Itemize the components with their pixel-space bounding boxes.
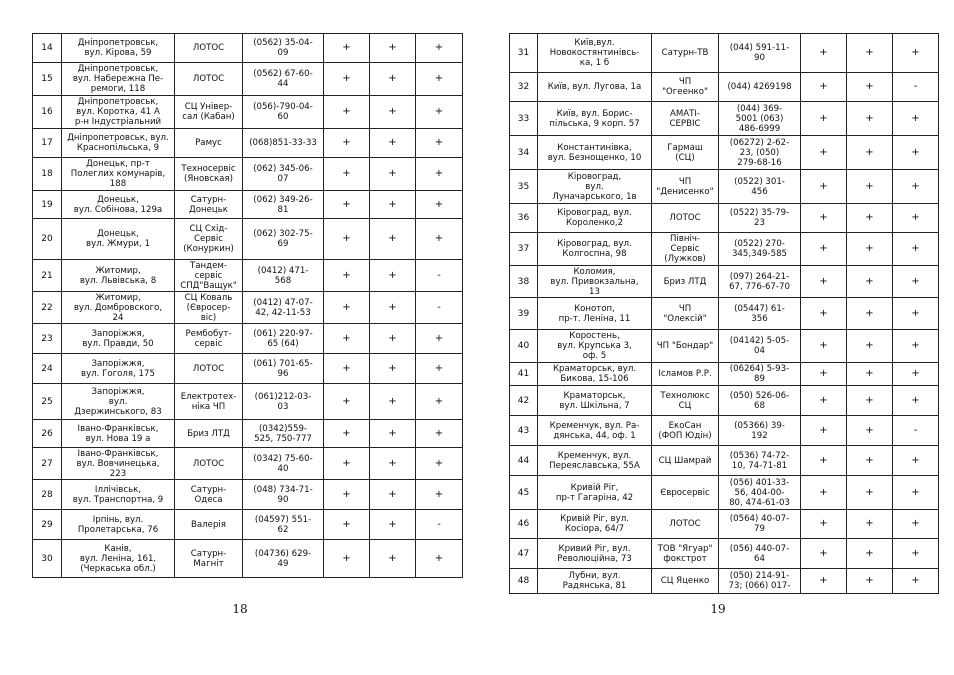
row-number: 15 [33, 63, 62, 96]
company-cell: Рамус [175, 129, 243, 158]
row-number: 19 [33, 191, 62, 219]
address-cell: Дніпропетровськ, вул. Кірова, 59 [62, 34, 175, 63]
row-number: 44 [510, 446, 538, 476]
phone-cell: (05366) 39- 192 [719, 416, 801, 446]
check-3-cell: - [416, 510, 463, 540]
check-3-cell: + [893, 476, 939, 510]
address-cell: Житомир, вул. Львівська, 8 [62, 260, 175, 292]
table-row [510, 416, 939, 446]
check-3-cell: + [416, 219, 463, 260]
address-cell: Донецьк, пр-т Полеглих комунарів, 188 [62, 158, 175, 191]
company-cell: ЛОТОС [652, 510, 719, 539]
check-2-cell: + [847, 73, 893, 102]
address-cell: Кіровоград, вул. Луначарського, 1в [538, 170, 652, 204]
phone-cell: (056)-790-04- 60 [243, 96, 324, 129]
table-row [33, 354, 463, 384]
check-2-cell: + [370, 384, 416, 420]
check-2-cell: + [847, 539, 893, 569]
table-row [510, 102, 939, 136]
table-row [510, 446, 939, 476]
table-row [510, 170, 939, 204]
check-3-cell: - [893, 416, 939, 446]
check-1-cell: + [324, 324, 370, 354]
check-3-cell: + [893, 363, 939, 386]
table-row [510, 569, 939, 594]
row-number: 38 [510, 266, 538, 298]
check-1-cell: + [801, 510, 847, 539]
company-cell: Сатурн- Одеса [175, 480, 243, 510]
phone-cell: (0522) 270- 345,349-585 [719, 233, 801, 266]
table-body-left [33, 34, 463, 578]
phone-cell: (0536) 74-72- 10, 74-71-81 [719, 446, 801, 476]
table-row [510, 73, 939, 102]
table-row [510, 233, 939, 266]
phone-cell: (061) 701-65- 96 [243, 354, 324, 384]
check-3-cell: + [893, 170, 939, 204]
check-2-cell: + [370, 292, 416, 324]
company-cell: Електротех- ніка ЧП [175, 384, 243, 420]
phone-cell: (062) 302-75- 69 [243, 219, 324, 260]
phone-cell: (044) 4269198 [719, 73, 801, 102]
table-row [510, 330, 939, 363]
address-cell: Київ, вул. Борис- пільська, 9 корп. 57 [538, 102, 652, 136]
company-cell: СЦ Шамрай [652, 446, 719, 476]
company-cell: Бриз ЛТД [652, 266, 719, 298]
check-2-cell: + [847, 386, 893, 416]
table-row [510, 363, 939, 386]
table-row [510, 539, 939, 569]
table-row [33, 540, 463, 578]
check-3-cell: + [893, 136, 939, 170]
check-3-cell: + [893, 34, 939, 73]
check-1-cell: + [324, 480, 370, 510]
check-2-cell: + [370, 158, 416, 191]
check-1-cell: + [324, 510, 370, 540]
check-1-cell: + [801, 136, 847, 170]
check-3-cell: + [416, 158, 463, 191]
phone-cell: (06264) 5-93- 89 [719, 363, 801, 386]
table-row [33, 158, 463, 191]
table-row [33, 384, 463, 420]
check-1-cell: + [801, 446, 847, 476]
address-cell: Кривий Ріг, вул. Революційна, 73 [538, 539, 652, 569]
row-number: 48 [510, 569, 538, 594]
phone-cell: (0562) 67-60- 44 [243, 63, 324, 96]
check-1-cell: + [324, 96, 370, 129]
page-number-left: 18 [232, 602, 248, 616]
phone-cell: (062) 349-26- 81 [243, 191, 324, 219]
check-1-cell: + [801, 386, 847, 416]
check-1-cell: + [801, 170, 847, 204]
address-cell: Кіровоград, вул. Колгоспна, 98 [538, 233, 652, 266]
row-number: 18 [33, 158, 62, 191]
row-number: 41 [510, 363, 538, 386]
phone-cell: (05447) 61- 356 [719, 298, 801, 330]
table-row [510, 476, 939, 510]
row-number: 21 [33, 260, 62, 292]
check-1-cell: + [324, 219, 370, 260]
company-cell: Техносервіс (Яновская) [175, 158, 243, 191]
check-2-cell: + [847, 204, 893, 233]
check-2-cell: + [847, 363, 893, 386]
table-row [33, 420, 463, 448]
company-cell: ЛОТОС [175, 63, 243, 96]
check-1-cell: + [801, 476, 847, 510]
company-cell: ЧП "Бондар" [652, 330, 719, 363]
row-number: 20 [33, 219, 62, 260]
table-row [33, 34, 463, 63]
row-number: 30 [33, 540, 62, 578]
check-3-cell: + [416, 420, 463, 448]
check-2-cell: + [847, 476, 893, 510]
row-number: 26 [33, 420, 62, 448]
address-cell: Київ,вул. Новокостянтинівсь- ка, 1 б [538, 34, 652, 73]
phone-cell: (050) 526-06- 68 [719, 386, 801, 416]
address-cell: Запоріжжя, вул. Правди, 50 [62, 324, 175, 354]
address-cell: Кіровоград, вул. Короленко,2 [538, 204, 652, 233]
check-3-cell: + [416, 354, 463, 384]
phone-cell: (061)212-03- 03 [243, 384, 324, 420]
check-1-cell: + [801, 569, 847, 594]
table-row [33, 480, 463, 510]
phone-cell: (0522) 301- 456 [719, 170, 801, 204]
check-2-cell: + [847, 330, 893, 363]
check-2-cell: + [370, 420, 416, 448]
check-2-cell: + [847, 298, 893, 330]
company-cell: СЦ Коваль (Євросер- віс) [175, 292, 243, 324]
check-3-cell: + [893, 569, 939, 594]
address-cell: Запоріжжя, вул. Дзержинського, 83 [62, 384, 175, 420]
check-2-cell: + [847, 569, 893, 594]
check-1-cell: + [324, 384, 370, 420]
check-3-cell: + [416, 384, 463, 420]
company-cell: Гармаш (СЦ) [652, 136, 719, 170]
address-cell: Дніпропетровськ, вул. Краснопільська, 9 [62, 129, 175, 158]
phone-cell: (056) 440-07- 64 [719, 539, 801, 569]
check-1-cell: + [801, 363, 847, 386]
company-cell: СЦ Схід- Сервіс (Конуркин) [175, 219, 243, 260]
check-1-cell: + [801, 266, 847, 298]
table-row [33, 260, 463, 292]
table-row [510, 510, 939, 539]
address-cell: Лубни, вул. Радянська, 81 [538, 569, 652, 594]
table-row [33, 292, 463, 324]
company-cell: Сатурн- Магніт [175, 540, 243, 578]
check-2-cell: + [370, 354, 416, 384]
check-3-cell: + [893, 539, 939, 569]
company-cell: Сатурн- Донецьк [175, 191, 243, 219]
check-2-cell: + [370, 219, 416, 260]
company-cell: АМАТІ- СЕРВІС [652, 102, 719, 136]
company-cell: ЧП "Огеенко" [652, 73, 719, 102]
check-3-cell: + [416, 63, 463, 96]
company-cell: Північ- Сервіс (Лужков) [652, 233, 719, 266]
address-cell: Конотоп, пр-т. Леніна, 11 [538, 298, 652, 330]
table-body-right [510, 34, 939, 594]
address-cell: Коростень, вул. Крупська 3, оф. 5 [538, 330, 652, 363]
check-1-cell: + [801, 102, 847, 136]
check-3-cell: + [416, 96, 463, 129]
check-3-cell: + [893, 510, 939, 539]
company-cell: СЦ Яценко [652, 569, 719, 594]
address-cell: Кременчук, вул. Переяславська, 55А [538, 446, 652, 476]
check-1-cell: + [324, 260, 370, 292]
check-3-cell: + [893, 446, 939, 476]
company-cell: СЦ Універ- сал (Кабан) [175, 96, 243, 129]
table-row [33, 219, 463, 260]
check-3-cell: + [416, 34, 463, 63]
table-row [33, 448, 463, 480]
address-cell: Івано-Франківськ, вул. Вовчинецька, 223 [62, 448, 175, 480]
check-3-cell: + [893, 204, 939, 233]
address-cell: Донецьк, вул. Собінова, 129а [62, 191, 175, 219]
check-1-cell: + [324, 540, 370, 578]
row-number: 37 [510, 233, 538, 266]
check-1-cell: + [324, 420, 370, 448]
check-1-cell: + [801, 233, 847, 266]
right-page [509, 33, 938, 594]
row-number: 45 [510, 476, 538, 510]
row-number: 22 [33, 292, 62, 324]
phone-cell: (056) 401-33- 56, 404-00- 80, 474-61-03 [719, 476, 801, 510]
address-cell: Житомир, вул. Домбровского, 24 [62, 292, 175, 324]
check-1-cell: + [801, 416, 847, 446]
company-cell: Сатурн-ТВ [652, 34, 719, 73]
check-2-cell: + [370, 260, 416, 292]
row-number: 39 [510, 298, 538, 330]
check-2-cell: + [370, 510, 416, 540]
phone-cell: (0562) 35-04- 09 [243, 34, 324, 63]
table-row [33, 324, 463, 354]
check-2-cell: + [370, 448, 416, 480]
company-cell: Валерія [175, 510, 243, 540]
phone-cell: (0342) 75-60- 40 [243, 448, 324, 480]
check-1-cell: + [324, 191, 370, 219]
row-number: 23 [33, 324, 62, 354]
check-2-cell: + [847, 170, 893, 204]
check-3-cell: + [893, 298, 939, 330]
check-2-cell: + [370, 191, 416, 219]
table-row [510, 136, 939, 170]
phone-cell: (0522) 35-79- 23 [719, 204, 801, 233]
check-2-cell: + [847, 416, 893, 446]
check-2-cell: + [370, 324, 416, 354]
address-cell: Краматорськ, вул. Шкільна, 7 [538, 386, 652, 416]
address-cell: Кривій Ріг, вул. Косіора, 64/7 [538, 510, 652, 539]
check-2-cell: + [370, 63, 416, 96]
check-1-cell: + [324, 292, 370, 324]
table-row [33, 129, 463, 158]
check-3-cell: + [893, 266, 939, 298]
row-number: 14 [33, 34, 62, 63]
page-number-right: 19 [710, 602, 726, 616]
row-number: 28 [33, 480, 62, 510]
address-cell: Донецьк, вул. Жмури, 1 [62, 219, 175, 260]
row-number: 40 [510, 330, 538, 363]
check-3-cell: + [893, 233, 939, 266]
address-cell: Коломия, вул. Привокзальна, 13 [538, 266, 652, 298]
check-2-cell: + [847, 136, 893, 170]
phone-cell: (044) 591-11- 90 [719, 34, 801, 73]
row-number: 29 [33, 510, 62, 540]
company-cell: ЛОТОС [652, 204, 719, 233]
phone-cell: (050) 214-91- 73; (066) 017- [719, 569, 801, 594]
check-2-cell: + [370, 540, 416, 578]
left-page [32, 33, 462, 578]
check-2-cell: + [847, 233, 893, 266]
company-cell: ЧП "Денисенко" [652, 170, 719, 204]
company-cell: Рембобут- сервіс [175, 324, 243, 354]
check-3-cell: + [893, 102, 939, 136]
check-3-cell: + [416, 540, 463, 578]
check-1-cell: + [324, 34, 370, 63]
address-cell: Іллічівськ, вул. Транспортна, 9 [62, 480, 175, 510]
company-cell: ЛОТОС [175, 34, 243, 63]
table-row [33, 63, 463, 96]
check-3-cell: - [893, 73, 939, 102]
check-3-cell: + [416, 448, 463, 480]
check-1-cell: + [324, 158, 370, 191]
check-1-cell: + [324, 129, 370, 158]
check-1-cell: + [801, 204, 847, 233]
phone-cell: (068)851-33-33 [243, 129, 324, 158]
check-1-cell: + [324, 63, 370, 96]
phone-cell: (0412) 47-07- 42, 42-11-53 [243, 292, 324, 324]
check-3-cell: - [416, 260, 463, 292]
company-cell: ЛОТОС [175, 354, 243, 384]
table-row [33, 510, 463, 540]
check-1-cell: + [801, 330, 847, 363]
phone-cell: (04736) 629- 49 [243, 540, 324, 578]
phone-cell: (061) 220-97- 65 (64) [243, 324, 324, 354]
check-2-cell: + [370, 96, 416, 129]
address-cell: Кривій Ріг, пр-т Гагаріна, 42 [538, 476, 652, 510]
check-3-cell: + [416, 191, 463, 219]
phone-cell: (048) 734-71- 90 [243, 480, 324, 510]
row-number: 42 [510, 386, 538, 416]
address-cell: Константинівка, вул. Безнощенко, 10 [538, 136, 652, 170]
row-number: 27 [33, 448, 62, 480]
check-1-cell: + [801, 34, 847, 73]
check-2-cell: + [847, 102, 893, 136]
row-number: 43 [510, 416, 538, 446]
company-cell: Євросервіс [652, 476, 719, 510]
check-2-cell: + [847, 510, 893, 539]
row-number: 32 [510, 73, 538, 102]
row-number: 35 [510, 170, 538, 204]
phone-cell: (044) 369- 5001 (063) 486-6999 [719, 102, 801, 136]
check-3-cell: + [416, 324, 463, 354]
table-row [510, 298, 939, 330]
check-2-cell: + [370, 129, 416, 158]
address-cell: Запоріжжя, вул. Гоголя, 175 [62, 354, 175, 384]
check-3-cell: + [416, 129, 463, 158]
row-number: 31 [510, 34, 538, 73]
company-cell: Технолюкс СЦ [652, 386, 719, 416]
table-row [510, 34, 939, 73]
address-cell: Канів, вул. Леніна, 161, (Черкаська обл.) [62, 540, 175, 578]
row-number: 46 [510, 510, 538, 539]
address-cell: Кременчук, вул. Ра- дянська, 44, оф. 1 [538, 416, 652, 446]
phone-cell: (0342)559- 525, 750-777 [243, 420, 324, 448]
check-3-cell: + [893, 386, 939, 416]
address-cell: Дніпропетровськ, вул. Коротка, 41 А р-н Індустріальний [62, 96, 175, 129]
company-cell: ТОВ "Ягуар" фокстрот [652, 539, 719, 569]
row-number: 34 [510, 136, 538, 170]
company-cell: Бриз ЛТД [175, 420, 243, 448]
address-cell: Київ, вул. Лугова, 1а [538, 73, 652, 102]
check-3-cell: + [416, 480, 463, 510]
check-2-cell: + [847, 34, 893, 73]
phone-cell: (0564) 40-07- 79 [719, 510, 801, 539]
company-cell: Тандем- сервіс СПД"Ващук" [175, 260, 243, 292]
company-cell: ЛОТОС [175, 448, 243, 480]
check-2-cell: + [847, 266, 893, 298]
phone-cell: (062) 345-06- 07 [243, 158, 324, 191]
phone-cell: (06272) 2-62- 23, (050) 279-68-16 [719, 136, 801, 170]
phone-cell: (0412) 471- 568 [243, 260, 324, 292]
table-row [510, 386, 939, 416]
table-row [33, 191, 463, 219]
service-centers-table-right [509, 33, 939, 594]
check-2-cell: + [370, 34, 416, 63]
service-centers-table-left [32, 33, 463, 578]
row-number: 47 [510, 539, 538, 569]
address-cell: Івано-Франківськ, вул. Нова 19 а [62, 420, 175, 448]
check-1-cell: + [801, 539, 847, 569]
row-number: 36 [510, 204, 538, 233]
check-1-cell: + [801, 73, 847, 102]
row-number: 33 [510, 102, 538, 136]
check-1-cell: + [324, 354, 370, 384]
company-cell: ЧП "Олексій" [652, 298, 719, 330]
address-cell: Ірпінь, вул. Пролетарська, 76 [62, 510, 175, 540]
company-cell: Ісламов Р.Р. [652, 363, 719, 386]
check-1-cell: + [324, 448, 370, 480]
table-row [33, 96, 463, 129]
row-number: 16 [33, 96, 62, 129]
check-1-cell: + [801, 298, 847, 330]
address-cell: Краматорськ, вул. Бикова, 15-106 [538, 363, 652, 386]
check-2-cell: + [370, 480, 416, 510]
check-3-cell: - [416, 292, 463, 324]
table-row [510, 204, 939, 233]
phone-cell: (097) 264-21- 67, 776-67-70 [719, 266, 801, 298]
check-2-cell: + [847, 446, 893, 476]
address-cell: Дніпропетровськ, вул. Набережна Пе- ремоги, 118 [62, 63, 175, 96]
check-3-cell: + [893, 330, 939, 363]
table-row [510, 266, 939, 298]
row-number: 24 [33, 354, 62, 384]
row-number: 25 [33, 384, 62, 420]
company-cell: ЕкоСан (ФОП Юдін) [652, 416, 719, 446]
phone-cell: (04142) 5-05- 04 [719, 330, 801, 363]
phone-cell: (04597) 551- 62 [243, 510, 324, 540]
row-number: 17 [33, 129, 62, 158]
